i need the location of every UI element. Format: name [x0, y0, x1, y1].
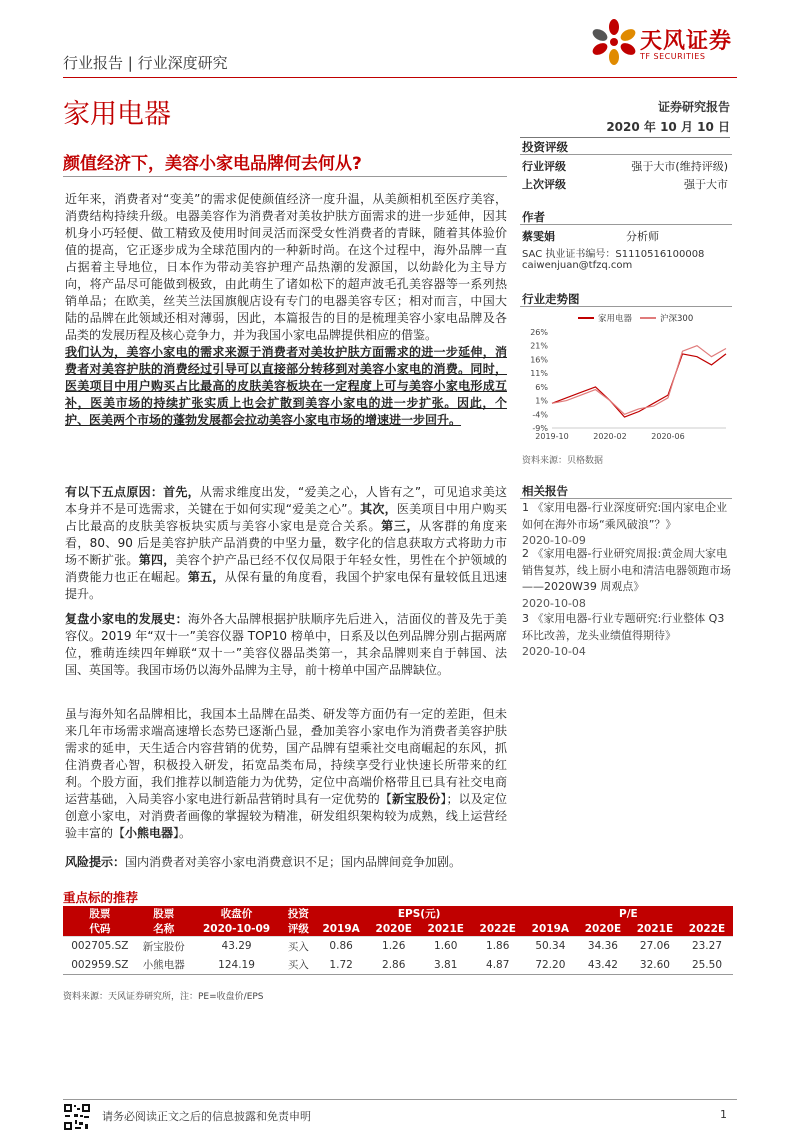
recommendation-text-2: 】；以及定位创意小家电，对消费者画像的掌握较为精准，研发组织架构较为成熟，线上运营经验丰富的【 [65, 792, 507, 840]
page-number: 1 [720, 1108, 727, 1121]
table-cell: 002959.SZ [63, 956, 137, 975]
footer-divider [63, 1099, 737, 1100]
y-tick-label: -9% [532, 424, 548, 433]
table-cell: 50.34 [524, 937, 577, 956]
table-cell: 1.72 [315, 956, 368, 975]
author-cert: SAC 执业证书编号：S1110516100008 [522, 249, 705, 260]
x-tick-label: 2020-06 [651, 432, 685, 441]
table-header: 收盘价 [191, 906, 283, 921]
industry-rating-row [522, 158, 730, 174]
previous-rating-label: 上次评级 [522, 178, 566, 191]
reason-5: 从保有量的角度看，我国个护家电保有量较低且迅速提升。 [65, 570, 507, 601]
risk-lead: 风险提示： [65, 855, 126, 869]
y-tick-label: 6% [535, 382, 548, 392]
date-divider [520, 137, 730, 138]
related-report-num: 1 [522, 501, 529, 514]
x-tick-label: 2019-10 [535, 432, 569, 441]
table-header: 代码 [63, 921, 137, 937]
y-tick-label: 21% [530, 341, 548, 351]
reason-1: 从需求维度出发，“爱美之心，人皆有之”，可见追求美这本身并不是可选需求，关键在于如何实现“爱美之心”。 [65, 485, 507, 516]
previous-rating-row [522, 176, 730, 192]
table-cell: 2.86 [368, 956, 420, 975]
table-cell: 1.60 [420, 937, 472, 956]
table-header: 2020E [577, 921, 629, 937]
recommendation-end: 】。 [173, 826, 192, 840]
report-date: 2020 年 10 月 10 日 [606, 120, 730, 134]
table-cell: 小熊电器 [137, 956, 191, 975]
stock-xiaoxiong: 小熊电器 [125, 826, 174, 840]
table-cell: 43.42 [577, 956, 629, 975]
author-heading: 作者 [522, 210, 545, 224]
table-cell: 1.86 [472, 937, 524, 956]
company-logo [592, 18, 752, 68]
table-header: 股票 [137, 906, 191, 921]
reason-2-label: 其次， [360, 502, 397, 516]
table-row [63, 937, 733, 956]
table-header: 2020-10-09 [191, 921, 283, 937]
table-header-row-1 [63, 906, 733, 921]
table-header-pe: P/E [524, 906, 733, 921]
trend-divider [520, 306, 732, 307]
related-report-2[interactable] [522, 546, 734, 612]
related-divider [520, 498, 732, 499]
table-header: 2019A [315, 921, 368, 937]
related-report-num: 3 [522, 612, 529, 625]
table-header: 2022E [472, 921, 524, 937]
y-tick-label: 11% [530, 369, 548, 379]
table-header: 2021E [629, 921, 681, 937]
header-divider [63, 77, 737, 78]
industry-rating-value: 强于大市(维持评级) [631, 160, 728, 173]
table-row [63, 956, 733, 975]
stock-xinbao: 新宝股份 [391, 792, 441, 806]
table-cell: 32.60 [629, 956, 681, 975]
table-cell: 43.29 [191, 937, 283, 956]
headline: 颜值经济下，美容小家电品牌何去何从? [63, 154, 362, 174]
report-category: 行业报告 | 行业深度研究 [63, 54, 228, 72]
table-cell: 23.27 [681, 937, 733, 956]
table-cell: 34.36 [577, 937, 629, 956]
author-divider [520, 224, 732, 225]
reason-2: 医美项目中用户购买占比最高的皮肤美容板块实质与美容小家电是竞合关系。 [65, 502, 507, 533]
logo-text-cn: 天风证券 [640, 29, 733, 54]
table-header: 2020E [368, 921, 420, 937]
paragraph-recommendation [65, 706, 507, 842]
table-cell: 买入 [282, 937, 314, 956]
table-title: 重点标的推荐 [63, 890, 139, 905]
logo-text-en: TF SECURITIES [640, 52, 706, 61]
headline-divider [63, 176, 507, 177]
industry-trend-chart [522, 310, 732, 442]
paragraph-history [65, 611, 507, 679]
paragraph-view [65, 344, 507, 429]
table-header: 股票 [63, 906, 137, 921]
table-header-eps: EPS(元) [315, 906, 524, 921]
history-text: 海外各大品牌根据护肤顺序先后进入，洁面仪的普及先于美容仪。2019 年“双十一”美容仪器 TOP10 榜单中，日系及以色列品牌分别占据两席位，雅萌连续四年蝉联“双十一”美容仪器品类第一，其余品牌则来自于韩国、法国、英国等。我国市场仍以海外品牌为主导，前十榜单中国产品牌缺位。 [65, 612, 507, 677]
x-tick-label: 2020-02 [593, 432, 627, 441]
table-source: 资料来源：天风证券研究所，注：PE=收盘价/EPS [63, 992, 264, 1002]
table-cell: 0.86 [315, 937, 368, 956]
industry-rating-label: 行业评级 [522, 160, 566, 173]
legend-label: 沪深300 [660, 314, 694, 324]
author-row [522, 228, 730, 244]
reason-3-label: 第三， [381, 519, 420, 533]
table-cell: 新宝股份 [137, 937, 191, 956]
related-report-3[interactable] [522, 611, 734, 661]
related-report-1[interactable] [522, 500, 734, 550]
related-report-text: 《家用电器-行业研究周报:黄金周大家电销售复苏，线上厨小电和清洁电器领跑市场——2020W39 周观点》 [522, 547, 731, 593]
recommendation-text: 虽与海外知名品牌相比，我国本土品牌在品类、研发等方面仍有一定的差距，但未来几年市场需求端高速增长态势已逐渐凸显，叠加美容小家电作为消费者美容护肤需求的延申，天生适合内容营销的优势，国产品牌有望乘社交电商崛起的东风，抓住消费者心智，积极投入研发，拓宽品类布局，持续享受行业快速长所带来的红利。个股方面，我们推荐以制造能力为优势，定位中高端价格带且已具有社交电商运营基础，入局美容小家电进行新品营销时具有一定优势的【 [65, 707, 507, 806]
trend-source: 资料来源：贝格数据 [522, 456, 604, 466]
logo-mark-icon [592, 18, 636, 66]
trend-heading: 行业走势图 [522, 292, 580, 306]
paragraph-intro: 近年来，消费者对“变美”的需求促使颜值经济一度升温，从美颜相机至医疗美容，消费结构持续升级。电器美容作为消费者对美妆护肤方面需求的进一步延伸，因其机身小巧轻便、做工精致及使用时间灵活而深受女性消费者的青睐，随着其体验价值的提高，它正逐步成为全球范围内的一种新时尚。在这个过程中，海外品牌一直占据着主导地位，日本作为带动美容护理产品热潮的发源国，以幼龄化为主导方向，将产品尽可能做到极致，由此萌生了诸如松下的超声波毛孔美容器等一系列热销单品；在欧美，丝芙兰法国旗舰店设有专门的电器美容专区；相对而言，中国大陆的品牌在此领域还相对薄弱，因此，本篇报告的目的是梳理美容小家电品牌及各品类的发展历程及核心竞争力，并为我国小家电品牌提供相应的借鉴。 [65, 192, 507, 342]
y-tick-label: 1% [535, 396, 548, 406]
legend-label: 家用电器 [598, 314, 633, 324]
reason-4: 美容个护产品已经不仅仅局限于年轻女性，男性在个护领域的消费能力也正在崛起。 [65, 553, 507, 584]
reason-4-label: 第四， [138, 553, 176, 567]
table-header: 2019A [524, 921, 577, 937]
table-header: 评级 [282, 921, 314, 937]
author-email[interactable]: caiwenjuan@tfzq.com [522, 260, 633, 271]
paragraph-view-text: 我们认为，美容小家电的需求来源于消费者对美妆护肤方面需求的进一步延伸，消费者对美容护肤的消费经过引导可以直接部分转移到对美容小家电的消费。同时，医美项目中用户购买占比最高的皮肤美容板块在一定程度上可与美容小家电形成互补，医美市场的持续扩张实质上也会扩散到美容小家电的进一步扩张。因此，个护、医美两个市场的蓬勃发展都会拉动美容小家电市场的增速进一步回升。 [65, 345, 507, 427]
y-tick-label: -4% [532, 410, 548, 420]
table-cell: 买入 [282, 956, 314, 975]
series-line-1 [552, 354, 726, 417]
related-report-date: 2020-10-08 [522, 596, 586, 610]
table-cell: 1.26 [368, 937, 420, 956]
table-cell: 002705.SZ [63, 937, 137, 956]
rating-heading: 投资评级 [522, 140, 568, 154]
related-report-num: 2 [522, 547, 529, 560]
table-cell: 3.81 [420, 956, 472, 975]
rating-divider [520, 154, 732, 155]
y-tick-label: 16% [530, 355, 548, 365]
author-name: 蔡雯娟 [522, 230, 555, 243]
related-report-text: 《家用电器-行业专题研究:行业整体 Q3 环比改善，龙头业绩值得期待》 [522, 612, 725, 642]
related-report-text: 《家用电器-行业深度研究:国内家电企业如何在海外市场“乘风破浪”？》 [522, 501, 728, 531]
related-report-date: 2020-10-04 [522, 645, 586, 658]
report-type: 证券研究报告 [657, 100, 730, 114]
table-cell: 124.19 [191, 956, 283, 975]
related-report-date: 2020-10-09 [522, 534, 586, 547]
table-cell: 25.50 [681, 956, 733, 975]
related-heading: 相关报告 [522, 484, 568, 498]
history-lead: 复盘小家电的发展史： [65, 612, 188, 626]
paragraph-risk [65, 854, 507, 871]
table-cell: 27.06 [629, 937, 681, 956]
stock-recommendation-table [63, 906, 733, 975]
reason-3: 从客群的角度来看，80、90 后是美容护肤产品消费的中坚力量，数字化的信息获取方式将助力市场不断扩张。 [65, 519, 507, 567]
risk-text: 国内消费者对美容小家电消费意识不足；国内品牌间竞争加剧。 [125, 855, 462, 869]
reasons-lead: 有以下五点原因：首先， [65, 485, 200, 499]
table-cell: 4.87 [472, 956, 524, 975]
table-header: 2021E [420, 921, 472, 937]
table-header: 投资 [282, 906, 314, 921]
author-title: 分析师 [626, 230, 659, 243]
table-header: 2022E [681, 921, 733, 937]
industry-title: 家用电器 [63, 99, 171, 130]
footer-disclaimer[interactable]: 请务必阅读正文之后的信息披露和免责申明 [102, 1110, 311, 1123]
trend-chart-svg [522, 310, 732, 442]
series-line-2 [552, 346, 726, 415]
table-header-row-2 [63, 921, 733, 937]
reason-5-label: 第五， [187, 570, 225, 584]
table-cell: 72.20 [524, 956, 577, 975]
previous-rating-value: 强于大市 [684, 178, 728, 191]
paragraph-reasons [65, 484, 507, 603]
table-header: 名称 [137, 921, 191, 937]
qr-code-icon [63, 1103, 91, 1131]
y-tick-label: 26% [530, 328, 548, 337]
